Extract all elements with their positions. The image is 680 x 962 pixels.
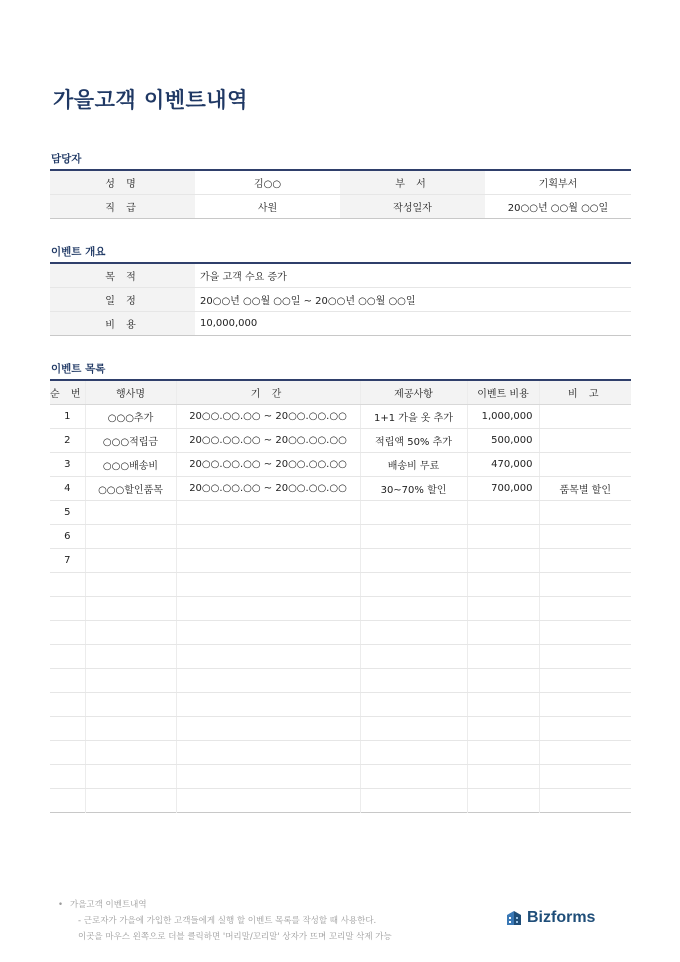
col-header-no: 순 번 — [50, 380, 85, 404]
cell-name — [85, 668, 176, 692]
brand-logo — [505, 909, 595, 927]
cell-name — [85, 716, 176, 740]
cell-offer — [360, 596, 467, 620]
table-row — [50, 692, 631, 716]
schedule-value: 20○○년 ○○월 ○○일 ~ 20○○년 ○○월 ○○일 — [195, 287, 631, 311]
bullet-icon: • — [58, 900, 64, 910]
cell-no — [50, 596, 85, 620]
cell-no — [50, 716, 85, 740]
table-row — [50, 788, 631, 812]
rank-value: 사원 — [257, 202, 278, 214]
cell-cost — [467, 692, 539, 716]
cell-offer — [360, 668, 467, 692]
table-row — [50, 572, 631, 596]
cell-cost: 500,000 — [467, 428, 539, 452]
cell-no: 7 — [50, 548, 85, 572]
col-header-cost: 이벤트 비용 — [467, 380, 539, 404]
table-row — [50, 311, 631, 335]
department-label: 부 서 — [340, 170, 485, 194]
table-row — [50, 524, 631, 548]
cell-offer: 배송비 무료 — [360, 452, 467, 476]
name-label: 성 명 — [50, 170, 195, 194]
cell-cost — [467, 620, 539, 644]
cell-note — [539, 644, 631, 668]
col-header-note: 비 고 — [539, 380, 631, 404]
cell-period — [176, 740, 360, 764]
cell-cost — [467, 524, 539, 548]
cell-period — [176, 620, 360, 644]
cell-cost: 700,000 — [467, 476, 539, 500]
cell-period: 20○○.○○.○○ ~ 20○○.○○.○○ — [176, 404, 360, 428]
cell-offer: 30~70% 할인 — [360, 476, 467, 500]
footer-line-3: 이곳을 마우스 왼쪽으로 더블 클릭하면 '머리말/꼬리말' 상자가 뜨며 꼬리말 삭제 가능 — [78, 932, 392, 942]
cell-offer: 1+1 가을 옷 추가 — [360, 404, 467, 428]
date-label: 작성일자 — [340, 194, 485, 218]
schedule-label: 일 정 — [50, 287, 195, 311]
cell-period — [176, 692, 360, 716]
cell-offer — [360, 764, 467, 788]
cell-cost — [467, 644, 539, 668]
table-row — [50, 740, 631, 764]
department-value: 기획부서 — [485, 170, 631, 194]
purpose-label: 목 적 — [50, 263, 195, 287]
cell-no — [50, 764, 85, 788]
cell-no — [50, 692, 85, 716]
cell-no — [50, 788, 85, 812]
cell-no — [50, 620, 85, 644]
table-row — [50, 263, 631, 287]
table-header-row — [50, 380, 631, 404]
cell-name — [85, 620, 176, 644]
cell-cost — [467, 764, 539, 788]
cell-period — [176, 524, 360, 548]
cell-name: ○○○추가 — [85, 404, 176, 428]
cell-offer — [360, 500, 467, 524]
cell-note — [539, 524, 631, 548]
person-table — [50, 169, 631, 219]
cell-period: 20○○.○○.○○ ~ 20○○.○○.○○ — [176, 452, 360, 476]
cell-cost: 1,000,000 — [467, 404, 539, 428]
table-row — [50, 644, 631, 668]
cell-offer — [360, 548, 467, 572]
cell-period: 20○○.○○.○○ ~ 20○○.○○.○○ — [176, 428, 360, 452]
cell-offer — [360, 572, 467, 596]
cell-period — [176, 764, 360, 788]
cell-period — [176, 788, 360, 812]
cell-note — [539, 788, 631, 812]
cell-name — [85, 764, 176, 788]
cell-offer — [360, 740, 467, 764]
cell-name — [85, 788, 176, 812]
table-row — [50, 404, 631, 428]
cell-cost — [467, 716, 539, 740]
cell-offer — [360, 644, 467, 668]
cell-cost — [467, 548, 539, 572]
cell-no — [50, 644, 85, 668]
cell-note — [539, 500, 631, 524]
cell-name — [85, 572, 176, 596]
table-row — [50, 620, 631, 644]
rank-label: 직 급 — [50, 194, 195, 218]
cell-offer — [360, 716, 467, 740]
cell-note — [539, 452, 631, 476]
cell-period — [176, 572, 360, 596]
cell-no: 3 — [50, 452, 85, 476]
cell-cost — [467, 500, 539, 524]
date-value: 20○○년 ○○월 ○○일 — [507, 202, 609, 214]
cell-no — [50, 668, 85, 692]
table-row — [50, 548, 631, 572]
cost-label: 비 용 — [50, 311, 195, 335]
cell-cost — [467, 596, 539, 620]
cell-offer — [360, 788, 467, 812]
table-row — [50, 287, 631, 311]
cell-period: 20○○.○○.○○ ~ 20○○.○○.○○ — [176, 476, 360, 500]
overview-table — [50, 262, 631, 336]
person-section-title: 담당자 — [51, 153, 82, 165]
cell-cost — [467, 668, 539, 692]
cell-cost: 470,000 — [467, 452, 539, 476]
cell-cost — [467, 572, 539, 596]
table-row — [50, 428, 631, 452]
cell-offer — [360, 620, 467, 644]
overview-section-title: 이벤트 개요 — [51, 246, 106, 258]
table-row — [50, 668, 631, 692]
cell-no: 1 — [50, 404, 85, 428]
table-row — [50, 716, 631, 740]
table-row — [50, 764, 631, 788]
cell-note — [539, 596, 631, 620]
table-row — [50, 476, 631, 500]
cell-note — [539, 764, 631, 788]
cell-no: 4 — [50, 476, 85, 500]
table-row — [50, 170, 631, 194]
cell-name — [85, 524, 176, 548]
cell-note — [539, 740, 631, 764]
cell-cost — [467, 740, 539, 764]
cell-period — [176, 596, 360, 620]
table-row — [50, 194, 631, 218]
cell-name — [85, 596, 176, 620]
cell-name — [85, 740, 176, 764]
cell-name — [85, 548, 176, 572]
cell-note — [539, 620, 631, 644]
footer-line-1: 가을고객 이벤트내역 — [70, 900, 147, 910]
cell-note — [539, 548, 631, 572]
table-row — [50, 500, 631, 524]
cell-note — [539, 692, 631, 716]
brand-name: Bizforms — [527, 909, 596, 926]
table-row — [50, 452, 631, 476]
cell-offer: 적립액 50% 추가 — [360, 428, 467, 452]
col-header-offer: 제공사항 — [360, 380, 467, 404]
cell-period — [176, 548, 360, 572]
building-icon — [505, 909, 523, 927]
col-header-period: 기 간 — [176, 380, 360, 404]
cell-period — [176, 500, 360, 524]
cell-period — [176, 716, 360, 740]
cell-note — [539, 428, 631, 452]
cell-name: ○○○할인품목 — [85, 476, 176, 500]
cell-no — [50, 572, 85, 596]
events-table — [50, 379, 631, 813]
cell-period — [176, 668, 360, 692]
footer-notes — [58, 897, 392, 945]
purpose-value: 가을 고객 수요 증가 — [195, 263, 631, 287]
footer-line-2: - 근로자가 가을에 가입한 고객들에게 실행 할 이벤트 목록를 작성할 때 사용한다. — [78, 916, 377, 926]
cell-no — [50, 740, 85, 764]
cell-offer — [360, 524, 467, 548]
cell-name: ○○○적립금 — [85, 428, 176, 452]
cell-no: 2 — [50, 428, 85, 452]
events-section-title: 이벤트 목록 — [51, 363, 106, 375]
cell-no: 5 — [50, 500, 85, 524]
cell-note — [539, 716, 631, 740]
table-row — [50, 596, 631, 620]
cell-note: 품목별 할인 — [539, 476, 631, 500]
cell-note — [539, 572, 631, 596]
cell-no: 6 — [50, 524, 85, 548]
cell-note — [539, 404, 631, 428]
cell-cost — [467, 788, 539, 812]
cell-name: ○○○배송비 — [85, 452, 176, 476]
page-title: 가을고객 이벤트내역 — [53, 88, 248, 112]
cell-name — [85, 644, 176, 668]
cell-name — [85, 692, 176, 716]
cell-period — [176, 644, 360, 668]
cell-note — [539, 668, 631, 692]
cost-value: 10,000,000 — [200, 317, 258, 329]
cell-offer — [360, 692, 467, 716]
col-header-name: 행사명 — [85, 380, 176, 404]
cell-name — [85, 500, 176, 524]
name-value: 김○○ — [195, 170, 340, 194]
